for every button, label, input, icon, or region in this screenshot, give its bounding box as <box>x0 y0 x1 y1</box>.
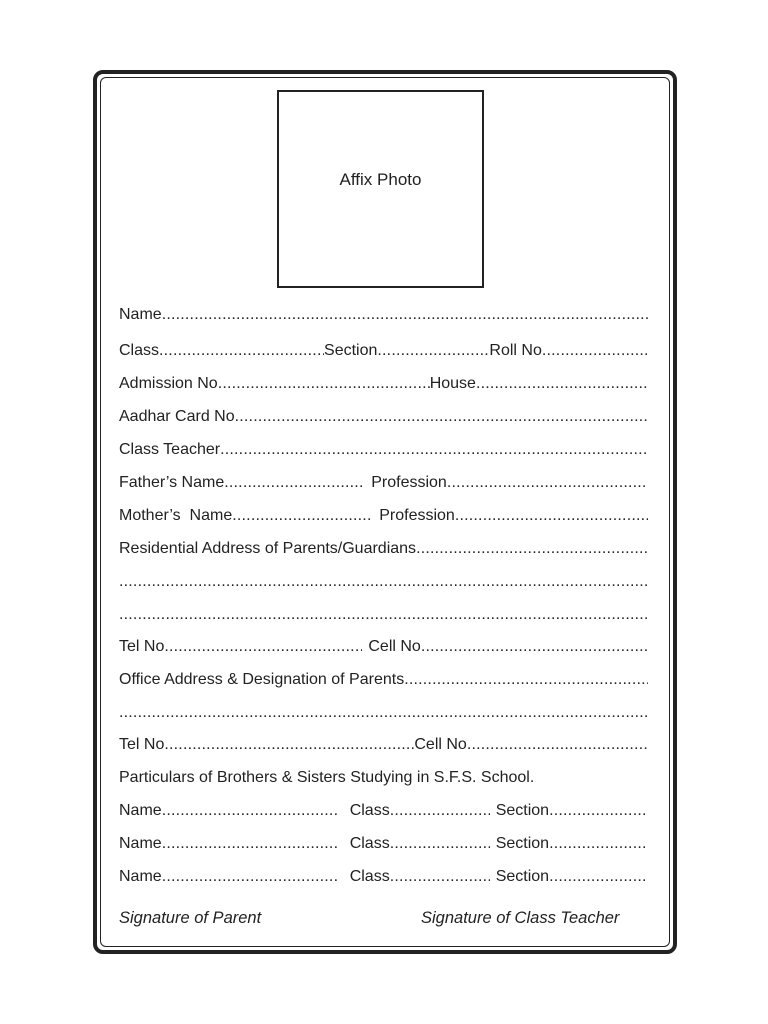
office-tel-no-field[interactable] <box>164 736 414 754</box>
class-label: Class <box>119 342 160 359</box>
office-cell-no-label: Cell No <box>414 736 467 753</box>
class-teacher-label: Class Teacher <box>119 441 221 458</box>
sibling-class-field[interactable] <box>390 868 490 886</box>
class-teacher-line <box>119 441 648 463</box>
fathers-name-field[interactable] <box>224 474 365 492</box>
office-address-label: Office Address & Designation of Parents <box>119 671 405 688</box>
sibling-section-field[interactable] <box>549 868 648 886</box>
residential-address-field-2[interactable] <box>119 573 648 591</box>
roll-no-field[interactable] <box>542 342 648 360</box>
admission-house-line <box>119 375 648 397</box>
house-field[interactable] <box>476 375 648 393</box>
sibling-section-label: Section <box>495 835 550 852</box>
mothers-name-label: Mother’s Name <box>119 507 233 524</box>
aadhar-label: Aadhar Card No <box>119 408 235 425</box>
parent-signature-label: Signature of Parent <box>119 909 262 927</box>
office-address-line-2 <box>119 704 648 726</box>
name-field[interactable] <box>162 306 648 324</box>
residential-address-field-3[interactable] <box>119 606 648 624</box>
sibling-name-label: Name <box>119 802 162 819</box>
siblings-heading-line <box>119 769 648 791</box>
office-phone-line <box>119 736 648 758</box>
section-label: Section <box>324 342 378 359</box>
father-profession-label: Profession <box>371 474 447 491</box>
sibling-class-label: Class <box>349 802 390 819</box>
sibling-class-label: Class <box>349 868 390 885</box>
sibling-name-field[interactable] <box>162 802 338 820</box>
name-label: Name <box>119 306 162 323</box>
sibling-row <box>119 802 648 824</box>
aadhar-line <box>119 408 648 430</box>
sibling-name-field[interactable] <box>162 835 338 853</box>
siblings-heading: Particulars of Brothers & Sisters Studying in S.F.S. School. <box>119 769 535 786</box>
father-profession-field[interactable] <box>447 474 648 492</box>
residential-phone-line <box>119 638 648 660</box>
cell-no-field[interactable] <box>421 638 648 656</box>
house-label: House <box>429 375 476 392</box>
office-cell-no-field[interactable] <box>467 736 648 754</box>
admission-no-field[interactable] <box>218 375 430 393</box>
sibling-class-field[interactable] <box>390 835 490 853</box>
class-teacher-field[interactable] <box>220 441 648 459</box>
father-line <box>119 474 648 496</box>
mothers-name-field[interactable] <box>232 507 373 525</box>
residential-address-line <box>119 540 648 562</box>
name-line <box>119 306 648 328</box>
office-address-line <box>119 671 648 693</box>
sibling-section-field[interactable] <box>549 802 648 820</box>
residential-address-line-2 <box>119 573 648 595</box>
office-address-field[interactable] <box>404 671 648 689</box>
sibling-section-label: Section <box>495 868 550 885</box>
mother-line <box>119 507 648 529</box>
office-tel-no-label: Tel No <box>119 736 165 753</box>
residential-address-label: Residential Address of Parents/Guardians <box>119 540 417 557</box>
class-field[interactable] <box>159 342 324 360</box>
tel-no-field[interactable] <box>164 638 362 656</box>
admission-no-label: Admission No <box>119 375 218 392</box>
sibling-section-label: Section <box>495 802 550 819</box>
class-section-roll-line <box>119 342 648 364</box>
class-teacher-signature-label: Signature of Class Teacher <box>421 909 620 927</box>
sibling-class-label: Class <box>349 835 390 852</box>
residential-address-line-3 <box>119 606 648 628</box>
section-field[interactable] <box>377 342 489 360</box>
photo-label: Affix Photo <box>339 170 422 189</box>
sibling-section-field[interactable] <box>549 835 648 853</box>
tel-no-label: Tel No <box>119 638 165 655</box>
office-address-field-2[interactable] <box>119 704 648 722</box>
sibling-row <box>119 868 648 890</box>
photo-box <box>277 90 484 288</box>
sibling-name-label: Name <box>119 835 162 852</box>
mother-profession-field[interactable] <box>455 507 648 525</box>
cell-no-label: Cell No <box>368 638 421 655</box>
fathers-name-label: Father’s Name <box>119 474 225 491</box>
sibling-name-label: Name <box>119 868 162 885</box>
sibling-row <box>119 835 648 857</box>
sibling-class-field[interactable] <box>390 802 490 820</box>
mother-profession-label: Profession <box>379 507 455 524</box>
sibling-name-field[interactable] <box>162 868 338 886</box>
aadhar-field[interactable] <box>235 408 648 426</box>
roll-no-label: Roll No <box>489 342 542 359</box>
residential-address-field[interactable] <box>416 540 648 558</box>
